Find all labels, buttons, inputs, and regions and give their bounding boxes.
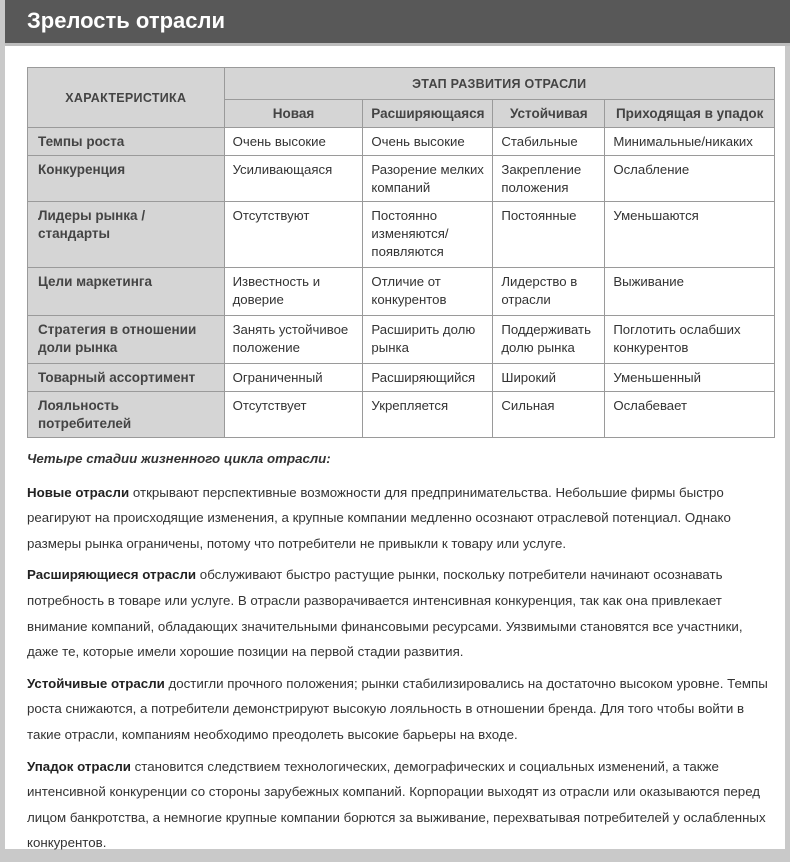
row-label: Конкуренция <box>28 156 225 202</box>
paragraph-body: обслуживают быстро растущие рынки, поскольку потребители начинают осознавать потребность в товаре или услуге. В отрасли разворачивается интенсивная конкуренция, так как она привлекает внимание компаний, обладающих значительными финансовыми ресурсами. Уязвимыми становятся все участники, даже те, которые имели хорошие позиции на первой стадии развития. <box>27 567 743 660</box>
paragraph-lead: Расширяющиеся отрасли <box>27 567 197 583</box>
page-title: Зрелость отрасли <box>27 8 226 33</box>
table-cell: Сильная <box>493 392 605 438</box>
table-cell: Расширяющийся <box>363 364 493 392</box>
table-cell: Расширить долю рынка <box>363 316 493 364</box>
row-label: Лояльность потребителей <box>28 392 225 438</box>
table-cell: Лидерство в отрасли <box>493 268 605 316</box>
stage-new: Новая <box>224 100 363 128</box>
table-row <box>28 202 775 268</box>
row-label: Цели маркетинга <box>28 268 225 316</box>
stage-expanding: Расширяющаяся <box>363 100 493 128</box>
table-cell: Закрепление положения <box>493 156 605 202</box>
table-cell: Разорение мелких компаний <box>363 156 493 202</box>
paragraph-body: становится следствием технологических, демографических и социальных изменений, а также интенсивной конкуренции со стороны зарубежных компаний. Корпорации выходят из отрасли или оказываются перед лицом банкротства, а немногие крупные компании борются за выживание, перехватывая потребителей у ослабленных конкурентов. <box>27 758 766 851</box>
paragraph-lead: Новые отрасли <box>27 484 130 500</box>
stage-paragraph <box>27 480 775 557</box>
stage-declining: Приходящая в упадок <box>605 100 775 128</box>
paragraph-body: открывают перспективные возможности для предпринимательства. Небольшие фирмы быстро реагируют на происходящие изменения, а крупные компании медленно осознают отраслевой потенциал. Однако размеры рынка ограничены, потому что потребители не привыкли к товару или услуге. <box>27 484 731 551</box>
table-cell: Ослабление <box>605 156 775 202</box>
row-label: Лидеры рынка / стандарты <box>28 202 225 268</box>
header-stage: ЭТАП РАЗВИТИЯ ОТРАСЛИ <box>224 68 774 100</box>
row-label: Товарный ассортимент <box>28 364 225 392</box>
table-cell: Ослабевает <box>605 392 775 438</box>
table-cell: Стабильные <box>493 128 605 156</box>
paragraph-body: достигли прочного положения; рынки стабилизировались на достаточно высоком уровне. Темпы роста снижаются, а потребители демонстрируют высокую лояльность в отношении бренда. Для того чтобы войти в такие отрасли, компаниям необходимо преодолеть высокие барьеры на входе. <box>27 675 768 742</box>
table-cell: Минимальные/никаких <box>605 128 775 156</box>
header-characteristic: ХАРАКТЕРИСТИКА <box>28 68 225 128</box>
paragraph-lead: Упадок отрасли <box>27 758 131 774</box>
industry-maturity-table <box>27 67 775 438</box>
table-cell: Известность и доверие <box>224 268 363 316</box>
description-text <box>27 446 775 862</box>
table-row <box>28 316 775 364</box>
table-cell: Выживание <box>605 268 775 316</box>
table-cell: Поддерживать долю рынка <box>493 316 605 364</box>
stages-caption: Четыре стадии жизненного цикла отрасли: <box>27 451 331 466</box>
table-cell: Очень высокие <box>224 128 363 156</box>
stage-paragraph <box>27 671 775 748</box>
table-cell: Постоянные <box>493 202 605 268</box>
table-cell: Занять устойчивое положение <box>224 316 363 364</box>
paragraph-lead: Устойчивые отрасли <box>27 675 165 691</box>
stage-paragraph <box>27 754 775 856</box>
table-cell: Уменьшенный <box>605 364 775 392</box>
stage-stable: Устойчивая <box>493 100 605 128</box>
table-cell: Очень высокие <box>363 128 493 156</box>
table-cell: Отличие от конкурентов <box>363 268 493 316</box>
stage-paragraph <box>27 562 775 664</box>
table-cell: Широкий <box>493 364 605 392</box>
table-cell: Уменьшаются <box>605 202 775 268</box>
row-label: Стратегия в отношении доли рынка <box>28 316 225 364</box>
table-row <box>28 364 775 392</box>
table-cell: Усиливающаяся <box>224 156 363 202</box>
row-label: Темпы роста <box>28 128 225 156</box>
table-cell: Отсутствуют <box>224 202 363 268</box>
table-cell: Укрепляется <box>363 392 493 438</box>
table-cell: Постоянно изменяются/ появляются <box>363 202 493 268</box>
header-bar <box>5 0 790 46</box>
table-row <box>28 128 775 156</box>
table-cell: Отсутствует <box>224 392 363 438</box>
table-cell: Поглотить ослабших конкурентов <box>605 316 775 364</box>
table-row <box>28 268 775 316</box>
table-row <box>28 392 775 438</box>
table-row <box>28 156 775 202</box>
table-header-row <box>28 68 775 100</box>
table-cell: Ограниченный <box>224 364 363 392</box>
